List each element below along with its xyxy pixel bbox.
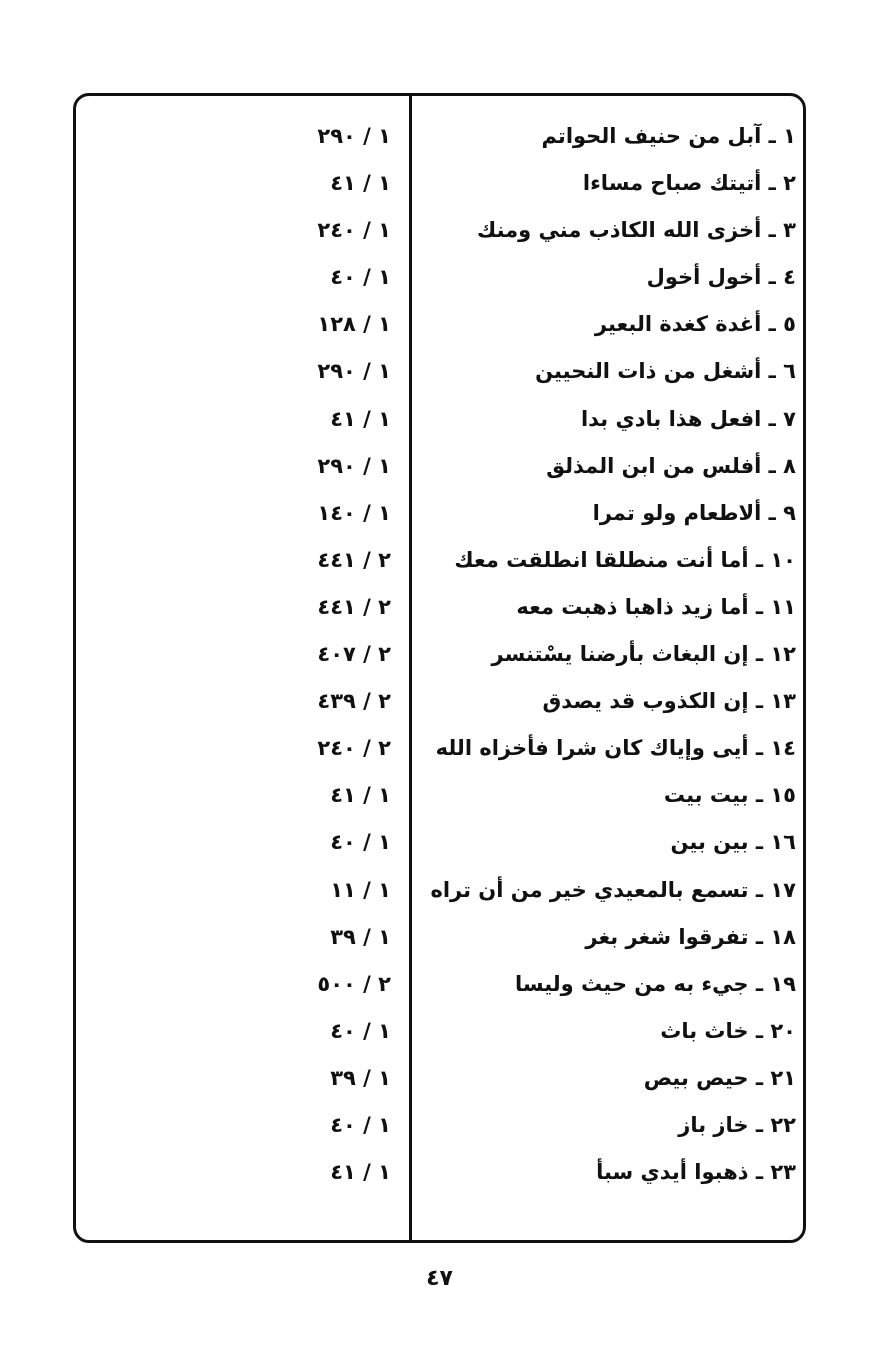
- volume-page-reference: ٢ / ٤٣٩: [317, 689, 391, 714]
- entry-separator: ـ: [748, 830, 771, 855]
- proverb-text: [426, 678, 796, 725]
- proverb-text: [426, 396, 796, 443]
- entry-text: إن الكذوب قد يصدق: [542, 689, 749, 714]
- proverb-text: [426, 725, 796, 772]
- proverb-text: [426, 819, 796, 866]
- volume-page-reference: ١ / ٤١: [330, 406, 391, 431]
- entry-separator: ـ: [761, 453, 784, 478]
- volume-page-reference: ١ / ٤٠: [330, 265, 391, 290]
- entry-text: أشغل من ذات النحيين: [535, 359, 762, 384]
- volume-page-reference: ١ / ١٢٨: [317, 312, 391, 337]
- list-item: [73, 1149, 806, 1196]
- list-item: [73, 490, 806, 537]
- entry-text: ألاطعام ولو تمرا: [592, 500, 762, 525]
- page-number: ٤٧: [426, 1266, 453, 1291]
- proverb-text: [426, 443, 796, 490]
- entry-separator: ـ: [761, 312, 784, 337]
- volume-page-reference: ١ / ١١: [330, 877, 391, 902]
- entry-number: ١٧: [770, 877, 796, 902]
- entry-separator: ـ: [748, 877, 771, 902]
- entry-number: ٢١: [770, 1065, 796, 1090]
- entry-text: تسمع بالمعيدي خير من أن تراه: [430, 877, 749, 902]
- entry-number: ٦: [783, 359, 796, 384]
- entry-text: خاث باث: [660, 1018, 749, 1043]
- entry-number: ١٨: [770, 924, 796, 949]
- entry-separator: ـ: [761, 359, 784, 384]
- entry-text: أتيتك صباح مساءا: [582, 171, 762, 196]
- entry-number: ٨: [783, 453, 796, 478]
- entry-separator: ـ: [748, 1018, 771, 1043]
- volume-page-reference: ١ / ٤٠: [330, 830, 391, 855]
- entry-text: إن البغاث بأرضنا يسْتنسر: [491, 642, 749, 667]
- entry-number: ١٩: [770, 971, 796, 996]
- entry-number: ٧: [783, 406, 796, 431]
- entry-text: ذهبوا أيدي سبأ: [596, 1160, 749, 1185]
- entry-number: ١٤: [770, 736, 796, 761]
- entry-number: ٩: [783, 500, 796, 525]
- proverb-text: [426, 961, 796, 1008]
- entry-separator: ـ: [761, 171, 784, 196]
- proverb-text: [426, 254, 796, 301]
- entry-separator: ـ: [748, 1112, 771, 1137]
- proverb-index-list: [73, 113, 806, 1196]
- proverb-text: [426, 867, 796, 914]
- volume-page-reference: ٢ / ٤٤١: [317, 594, 391, 619]
- entry-text: أخزى الله الكاذب مني ومنك: [477, 218, 762, 243]
- list-item: [73, 584, 806, 631]
- volume-page-reference: ١ / ٤٠: [330, 1018, 391, 1043]
- entry-separator: ـ: [761, 124, 784, 148]
- entry-separator: ـ: [748, 736, 771, 761]
- entry-number: ٢٣: [770, 1160, 796, 1185]
- entry-text: بين بين: [670, 830, 749, 855]
- list-item: [73, 254, 806, 301]
- list-item: [73, 301, 806, 348]
- list-item: [73, 160, 806, 207]
- proverb-text: [426, 772, 796, 819]
- volume-page-reference: ١ / ٤٠: [330, 1112, 391, 1137]
- entry-text: أيى وإياك كان شرا فأخزاه الله: [435, 736, 749, 761]
- entry-text: أخول أخول: [646, 265, 762, 290]
- proverb-text: [426, 160, 796, 207]
- list-item: [73, 867, 806, 914]
- volume-page-reference: ١ / ٤١: [330, 171, 391, 196]
- entry-separator: ـ: [761, 500, 784, 525]
- entry-separator: ـ: [748, 689, 771, 714]
- entry-separator: ـ: [748, 1065, 771, 1090]
- list-item: [73, 348, 806, 395]
- volume-page-reference: ٢ / ٥٠٠: [317, 971, 391, 996]
- proverb-text: [426, 1102, 796, 1149]
- proverb-text: [426, 113, 796, 160]
- entry-text: حيص بيص: [643, 1065, 749, 1090]
- proverb-text: [426, 584, 796, 631]
- list-item: [73, 631, 806, 678]
- volume-page-reference: ١ / ٢٤٠: [317, 218, 391, 243]
- volume-page-reference: ١ / ٤١: [330, 1160, 391, 1185]
- volume-page-reference: ١ / ٢٩٠: [317, 124, 391, 148]
- entry-number: ١٥: [770, 783, 796, 808]
- entry-text: تفرقوا شغر بغر: [585, 924, 749, 949]
- entry-number: ٤: [783, 265, 796, 290]
- entry-separator: ـ: [748, 924, 771, 949]
- entry-number: ١: [783, 124, 796, 148]
- entry-number: ١٢: [770, 642, 796, 667]
- list-item: [73, 961, 806, 1008]
- entry-separator: ـ: [748, 547, 771, 572]
- list-item: [73, 914, 806, 961]
- list-item: [73, 443, 806, 490]
- entry-text: بيت بيت: [663, 783, 749, 808]
- volume-page-reference: ١ / ٢٩٠: [317, 453, 391, 478]
- volume-page-reference: ١ / ٢٩٠: [317, 359, 391, 384]
- entry-text: أغدة كغدة البعير: [594, 312, 762, 337]
- entry-text: آبل من حنيف الحواتم: [541, 124, 762, 148]
- entry-number: ١٣: [770, 689, 796, 714]
- volume-page-reference: ١ / ٣٩: [330, 1065, 391, 1090]
- entry-text: خاز باز: [678, 1112, 749, 1137]
- proverb-text: [426, 1149, 796, 1196]
- entry-separator: ـ: [761, 218, 784, 243]
- list-item: [73, 1008, 806, 1055]
- list-item: [73, 537, 806, 584]
- list-item: [73, 819, 806, 866]
- volume-page-reference: ١ / ٤١: [330, 783, 391, 808]
- proverb-text: [426, 1008, 796, 1055]
- entry-separator: ـ: [748, 783, 771, 808]
- proverb-text: [426, 1055, 796, 1102]
- list-item: [73, 113, 806, 160]
- entry-number: ٢٢: [770, 1112, 796, 1137]
- volume-page-reference: ١ / ١٤٠: [317, 500, 391, 525]
- entry-separator: ـ: [761, 406, 784, 431]
- volume-page-reference: ٢ / ٢٤٠: [317, 736, 391, 761]
- entry-number: ١١: [770, 594, 796, 619]
- proverb-text: [426, 301, 796, 348]
- list-item: [73, 678, 806, 725]
- proverb-text: [426, 490, 796, 537]
- entry-text: جيء به من حيث وليسا: [514, 971, 749, 996]
- entry-separator: ـ: [761, 265, 784, 290]
- list-item: [73, 772, 806, 819]
- entry-number: ٢٠: [770, 1018, 796, 1043]
- entry-number: ٥: [783, 312, 796, 337]
- entry-number: ١٠: [770, 547, 796, 572]
- proverb-text: [426, 537, 796, 584]
- volume-page-reference: ٢ / ٤٤١: [317, 547, 391, 572]
- entry-number: ٣: [783, 218, 796, 243]
- volume-page-reference: ١ / ٣٩: [330, 924, 391, 949]
- entry-separator: ـ: [748, 971, 771, 996]
- list-item: [73, 1102, 806, 1149]
- volume-page-reference: ٢ / ٤٠٧: [317, 642, 391, 667]
- proverb-text: [426, 914, 796, 961]
- proverb-text: [426, 348, 796, 395]
- entry-separator: ـ: [748, 1160, 771, 1185]
- entry-text: أما زيد ذاهبا ذهبت معه: [516, 594, 749, 619]
- entry-text: افعل هذا بادي بدا: [580, 406, 762, 431]
- list-item: [73, 725, 806, 772]
- list-item: [73, 207, 806, 254]
- entry-text: أفلس من ابن المذلق: [546, 453, 762, 478]
- entry-number: ١٦: [770, 830, 796, 855]
- proverb-text: [426, 207, 796, 254]
- entry-number: ٢: [783, 171, 796, 196]
- entry-text: أما أنت منطلقا انطلقت معك: [454, 547, 749, 572]
- list-item: [73, 396, 806, 443]
- entry-separator: ـ: [748, 642, 771, 667]
- entry-separator: ـ: [748, 594, 771, 619]
- list-item: [73, 1055, 806, 1102]
- proverb-text: [426, 631, 796, 678]
